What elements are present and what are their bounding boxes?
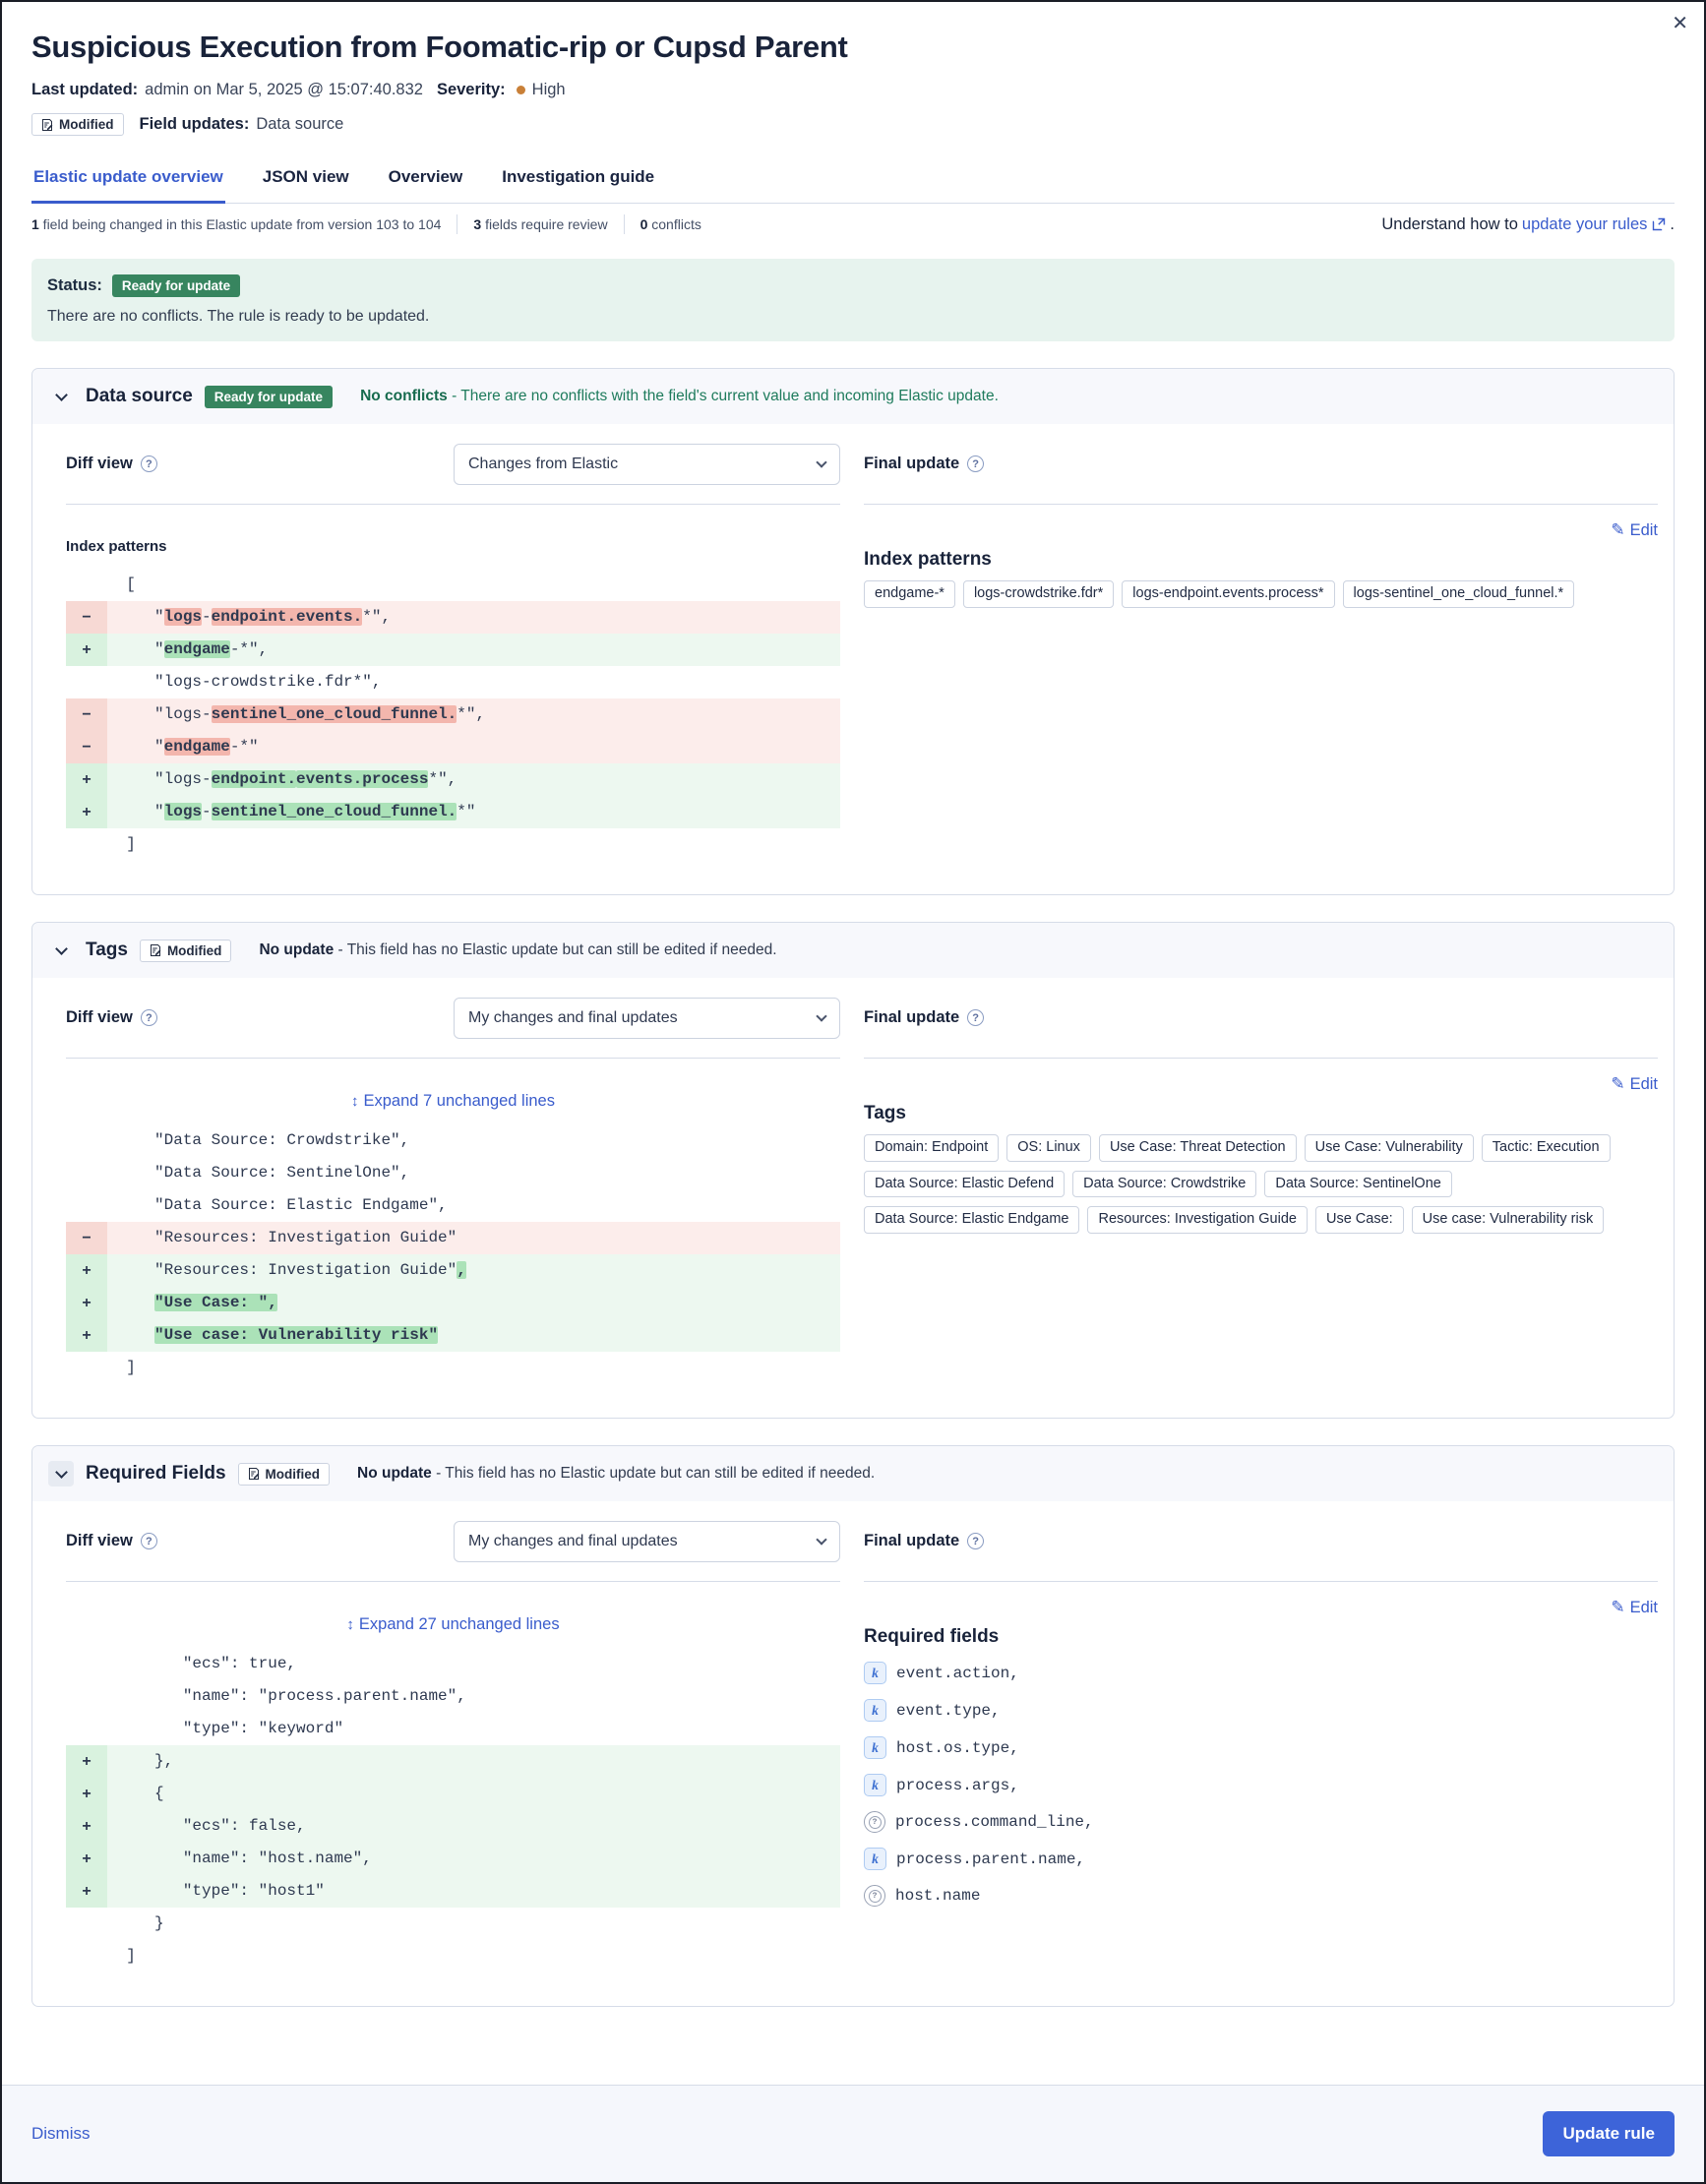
diff-line-text bbox=[107, 1124, 840, 1157]
diff-view-select-value: Changes from Elastic bbox=[468, 455, 619, 472]
diff-line bbox=[66, 1713, 840, 1745]
diff-text: -*", bbox=[229, 640, 269, 658]
diff-text: { bbox=[107, 1785, 164, 1802]
section-status bbox=[259, 941, 776, 959]
required-field-name: host.name bbox=[895, 1887, 981, 1905]
tab-investigation-guide[interactable]: Investigation guide bbox=[502, 167, 655, 186]
pencil-icon: ✎ bbox=[1611, 1598, 1625, 1616]
help-icon[interactable]: ? bbox=[141, 455, 157, 472]
diff-text: "logs- bbox=[107, 770, 212, 788]
value-badge: Tactic: Execution bbox=[1482, 1134, 1611, 1162]
value-badge: endgame-* bbox=[864, 580, 955, 608]
diff-line-text bbox=[107, 1680, 840, 1713]
meta-row bbox=[31, 81, 1675, 99]
keyword-token-icon: k bbox=[864, 1736, 886, 1759]
diff-line-text bbox=[107, 666, 840, 698]
diff-text: *", bbox=[428, 770, 457, 788]
diff-line bbox=[66, 1810, 840, 1843]
section-status-bold: No conflicts bbox=[360, 388, 448, 404]
diff-text: ] bbox=[107, 1359, 136, 1376]
expand-icon: ↕ bbox=[351, 1093, 359, 1110]
diff-gutter: + bbox=[66, 1843, 107, 1875]
final-update-label: Final update bbox=[864, 1532, 960, 1549]
diff-text: " bbox=[107, 608, 164, 626]
diff-text: "type": "keyword" bbox=[107, 1720, 344, 1737]
dismiss-link[interactable]: Dismiss bbox=[31, 2124, 91, 2143]
diff-view-label: Diff view bbox=[66, 455, 133, 472]
diff-column-header bbox=[66, 424, 840, 505]
diff-line-text bbox=[107, 828, 840, 861]
update-rule-button[interactable]: Update rule bbox=[1543, 2111, 1675, 2156]
diff-text: "Resources: Investigation Guide" bbox=[107, 1229, 457, 1246]
edit-label: Edit bbox=[1629, 1074, 1658, 1093]
last-updated-value: admin on Mar 5, 2025 @ 15:07:40.832 bbox=[145, 81, 423, 98]
diff-line-text bbox=[107, 1810, 840, 1843]
summary-segment: 0 conflicts bbox=[640, 216, 701, 232]
required-field-item bbox=[864, 1811, 1658, 1833]
section-header bbox=[32, 923, 1674, 978]
diff-line bbox=[66, 1254, 840, 1287]
section-required-fields bbox=[31, 1445, 1675, 2007]
diff-line-text bbox=[107, 1319, 840, 1352]
section-title: Data source bbox=[86, 386, 193, 406]
diff-line-text bbox=[107, 601, 840, 634]
unknown-token-icon: ? bbox=[864, 1885, 885, 1907]
diff-word-highlight: endgame bbox=[163, 640, 230, 658]
value-badge: Data Source: Crowdstrike bbox=[1072, 1171, 1256, 1198]
diff-gutter: − bbox=[66, 1222, 107, 1254]
value-badge: OS: Linux bbox=[1006, 1134, 1091, 1162]
diff-line-text bbox=[107, 1843, 840, 1875]
diff-code-block bbox=[66, 1124, 840, 1384]
diff-column bbox=[48, 978, 840, 1384]
diff-gutter: − bbox=[66, 731, 107, 763]
modified-badge bbox=[31, 113, 124, 136]
diff-line bbox=[66, 763, 840, 796]
diff-text: } bbox=[107, 1914, 164, 1932]
required-field-name: event.type, bbox=[896, 1701, 1001, 1720]
diff-text: }, bbox=[107, 1752, 174, 1770]
diff-line bbox=[66, 1352, 840, 1384]
section-body bbox=[32, 1501, 1674, 2006]
diff-line-text bbox=[107, 1875, 840, 1908]
final-update-column bbox=[864, 978, 1658, 1384]
section-status bbox=[360, 388, 999, 405]
diff-line bbox=[66, 698, 840, 731]
diff-gutter bbox=[66, 1648, 107, 1680]
diff-text: " bbox=[107, 640, 164, 658]
diff-line-text bbox=[107, 763, 840, 796]
final-update-header bbox=[864, 1501, 1658, 1582]
diff-gutter: − bbox=[66, 698, 107, 731]
diff-line bbox=[66, 1908, 840, 1940]
diff-gutter bbox=[66, 1124, 107, 1157]
diff-line bbox=[66, 569, 840, 601]
section-status-bold: No update bbox=[259, 941, 335, 958]
diff-text: - bbox=[202, 803, 212, 820]
diff-line-text bbox=[107, 1745, 840, 1778]
expand-label: Expand 7 unchanged lines bbox=[363, 1092, 555, 1110]
section-title: Required Fields bbox=[86, 1463, 226, 1484]
diff-line bbox=[66, 1157, 840, 1189]
section-tags bbox=[31, 922, 1675, 1419]
diff-line bbox=[66, 1287, 840, 1319]
diff-word-highlight: sentinel_one_cloud_funnel. bbox=[211, 705, 457, 723]
diff-line-text bbox=[107, 796, 840, 828]
expand-row bbox=[66, 1092, 840, 1111]
severity-dot-icon bbox=[517, 86, 525, 94]
required-field-name: host.os.type, bbox=[896, 1738, 1019, 1757]
summary-help bbox=[1381, 215, 1675, 234]
modified-icon bbox=[150, 944, 161, 956]
summary-segment: 1 field being changed in this Elastic update from version 103 to 104 bbox=[31, 214, 457, 234]
required-field-name: process.command_line, bbox=[895, 1813, 1094, 1831]
page-title: Suspicious Execution from Foomatic-rip or Cupsd Parent bbox=[31, 30, 848, 64]
diff-text: "name": "process.parent.name", bbox=[107, 1687, 466, 1705]
final-update-label: Final update bbox=[864, 1008, 960, 1026]
section-chevron-wrap[interactable] bbox=[48, 384, 74, 409]
diff-text: *", bbox=[362, 608, 392, 626]
value-badge: Use Case: Threat Detection bbox=[1099, 1134, 1297, 1162]
diff-text: -*" bbox=[229, 738, 259, 756]
diff-text: "ecs": true, bbox=[107, 1655, 297, 1672]
help-icon[interactable]: ? bbox=[141, 1009, 157, 1026]
tab-overview[interactable]: Overview bbox=[388, 167, 463, 186]
diff-view-select[interactable] bbox=[454, 998, 840, 1039]
diff-view-label: Diff view bbox=[66, 1532, 133, 1549]
final-badges bbox=[864, 1134, 1658, 1234]
pencil-icon: ✎ bbox=[1611, 1074, 1625, 1093]
keyword-token-icon: k bbox=[864, 1662, 886, 1684]
diff-text: - bbox=[202, 608, 212, 626]
section-title: Tags bbox=[86, 940, 128, 960]
diff-word-highlight: endpoint.events. bbox=[211, 608, 363, 626]
keyword-token-icon: k bbox=[864, 1699, 886, 1722]
diff-word-highlight: "Use case: Vulnerability risk" bbox=[154, 1326, 439, 1344]
value-badge: logs-sentinel_one_cloud_funnel.* bbox=[1343, 580, 1575, 608]
summary-bar bbox=[31, 204, 1675, 245]
value-badge: Data Source: Elastic Endgame bbox=[864, 1206, 1079, 1234]
section-status-rest: - This field has no Elastic update but can still be edited if needed. bbox=[334, 941, 777, 958]
help-icon[interactable]: ? bbox=[141, 1533, 157, 1549]
section-modified-badge bbox=[238, 1463, 331, 1486]
help-prefix: Understand how to bbox=[1381, 214, 1518, 233]
diff-text: "Resources: Investigation Guide" bbox=[107, 1261, 457, 1279]
diff-gutter bbox=[66, 1713, 107, 1745]
diff-line-text bbox=[107, 1352, 840, 1384]
diff-gutter: + bbox=[66, 1810, 107, 1843]
diff-gutter bbox=[66, 666, 107, 698]
diff-column-header bbox=[66, 978, 840, 1059]
diff-line-text bbox=[107, 1189, 840, 1222]
expand-icon: ↕ bbox=[346, 1616, 354, 1633]
summary-count: 1 bbox=[31, 216, 39, 232]
section-modified-badge-label: Modified bbox=[265, 1466, 321, 1482]
chevron-down-icon bbox=[55, 1466, 68, 1479]
diff-line bbox=[66, 1124, 840, 1157]
diff-line bbox=[66, 1189, 840, 1222]
diff-line-text bbox=[107, 731, 840, 763]
help-icon[interactable]: ? bbox=[967, 1009, 984, 1026]
final-update-header bbox=[864, 978, 1658, 1059]
section-chevron-wrap[interactable] bbox=[48, 938, 74, 963]
last-updated-label: Last updated: bbox=[31, 81, 139, 98]
status-message: There are no conflicts. The rule is ready to be updated. bbox=[47, 308, 430, 325]
required-field-name: process.parent.name, bbox=[896, 1850, 1086, 1868]
diff-text: *", bbox=[457, 705, 486, 723]
chevron-down-icon bbox=[816, 1534, 826, 1545]
diff-text: [ bbox=[107, 576, 136, 593]
diff-line-text bbox=[107, 569, 840, 601]
diff-line-text bbox=[107, 1713, 840, 1745]
chevron-down-icon bbox=[55, 942, 68, 955]
required-field-name: event.action, bbox=[896, 1664, 1019, 1682]
diff-gutter: + bbox=[66, 1778, 107, 1810]
final-heading: Tags bbox=[864, 1103, 906, 1123]
diff-line bbox=[66, 1843, 840, 1875]
diff-line-text bbox=[107, 1648, 840, 1680]
diff-column bbox=[48, 1501, 840, 1972]
diff-gutter bbox=[66, 1189, 107, 1222]
diff-text: "ecs": false, bbox=[107, 1817, 306, 1835]
diff-gutter bbox=[66, 828, 107, 861]
flyout-header bbox=[2, 2, 1704, 2007]
section-header bbox=[32, 1446, 1674, 1501]
help-icon[interactable]: ? bbox=[967, 1533, 984, 1549]
expand-unchanged-link[interactable] bbox=[346, 1615, 559, 1634]
field-updates-label: Field updates: bbox=[139, 115, 250, 133]
severity-value: High bbox=[531, 81, 566, 98]
modified-icon bbox=[248, 1468, 260, 1480]
diff-gutter bbox=[66, 1680, 107, 1713]
edit-button[interactable] bbox=[1611, 1598, 1658, 1617]
diff-gutter: + bbox=[66, 1254, 107, 1287]
diff-line bbox=[66, 601, 840, 634]
diff-line bbox=[66, 1778, 840, 1810]
value-badge: Domain: Endpoint bbox=[864, 1134, 999, 1162]
diff-line bbox=[66, 1648, 840, 1680]
modified-badge-label: Modified bbox=[59, 117, 114, 132]
diff-line-text bbox=[107, 1908, 840, 1940]
tabs bbox=[31, 161, 1675, 204]
edit-label: Edit bbox=[1629, 1598, 1658, 1616]
diff-gutter: + bbox=[66, 1287, 107, 1319]
section-modified-badge bbox=[140, 940, 232, 962]
value-badge: Data Source: Elastic Defend bbox=[864, 1171, 1065, 1198]
diff-gutter: + bbox=[66, 1875, 107, 1908]
required-field-item bbox=[864, 1736, 1658, 1759]
keyword-token-icon: k bbox=[864, 1774, 886, 1796]
final-update-column bbox=[864, 424, 1658, 861]
section-chevron-wrap[interactable] bbox=[48, 1461, 74, 1486]
modified-icon bbox=[41, 119, 53, 131]
diff-text: ] bbox=[107, 835, 136, 853]
diff-line bbox=[66, 1680, 840, 1713]
final-update-label: Final update bbox=[864, 455, 960, 472]
required-field-item bbox=[864, 1848, 1658, 1870]
status-badge: Ready for update bbox=[112, 274, 240, 297]
summary-count: 0 bbox=[640, 216, 648, 232]
diff-column-header bbox=[66, 1501, 840, 1582]
external-link-icon bbox=[1652, 217, 1666, 231]
diff-word-highlight: "Use Case: ", bbox=[154, 1294, 277, 1311]
diff-line bbox=[66, 666, 840, 698]
diff-view-select-value: My changes and final updates bbox=[468, 1008, 678, 1026]
diff-view-select[interactable] bbox=[454, 444, 840, 485]
diff-word-highlight: endgame bbox=[163, 738, 230, 756]
section-status-bold: No update bbox=[357, 1465, 432, 1482]
diff-pre-label: Index patterns bbox=[66, 538, 167, 555]
diff-text: "Data Source: Crowdstrike", bbox=[107, 1131, 410, 1149]
final-tokens bbox=[864, 1662, 1658, 1907]
unknown-token-icon: ? bbox=[864, 1811, 885, 1833]
diff-line bbox=[66, 828, 840, 861]
help-icon[interactable]: ? bbox=[967, 455, 984, 472]
diff-view-select[interactable] bbox=[454, 1521, 840, 1562]
diff-line bbox=[66, 1875, 840, 1908]
diff-line-text bbox=[107, 1157, 840, 1189]
diff-line-text bbox=[107, 1222, 840, 1254]
diff-word-highlight: logs bbox=[163, 608, 203, 626]
expand-unchanged-link[interactable] bbox=[351, 1092, 555, 1111]
diff-line-text bbox=[107, 1287, 840, 1319]
tab-elastic-update-overview[interactable]: Elastic update overview bbox=[31, 161, 225, 204]
edit-button[interactable] bbox=[1611, 1074, 1658, 1094]
badge-row bbox=[31, 113, 1675, 136]
section-header bbox=[32, 369, 1674, 424]
edit-button[interactable] bbox=[1611, 520, 1658, 540]
diff-gutter: + bbox=[66, 796, 107, 828]
diff-line-text bbox=[107, 1778, 840, 1810]
diff-gutter bbox=[66, 569, 107, 601]
diff-gutter: − bbox=[66, 601, 107, 634]
diff-view-label: Diff view bbox=[66, 1008, 133, 1026]
footer bbox=[2, 2085, 1704, 2182]
diff-line bbox=[66, 1745, 840, 1778]
required-field-item bbox=[864, 1662, 1658, 1684]
diff-code-block bbox=[66, 569, 840, 861]
required-field-item bbox=[864, 1885, 1658, 1907]
required-field-item bbox=[864, 1774, 1658, 1796]
section-status-rest: - There are no conflicts with the field's current value and incoming Elastic update. bbox=[447, 388, 999, 404]
diff-view-select-value: My changes and final updates bbox=[468, 1532, 678, 1549]
diff-text bbox=[107, 1294, 154, 1311]
diff-line bbox=[66, 634, 840, 666]
chevron-down-icon bbox=[816, 456, 826, 467]
diff-text: ] bbox=[107, 1947, 136, 1965]
final-update-header bbox=[864, 424, 1658, 505]
section-status-badge: Ready for update bbox=[205, 386, 333, 408]
chevron-down-icon bbox=[816, 1010, 826, 1021]
section-status-rest: - This field has no Elastic update but can still be edited if needed. bbox=[431, 1465, 876, 1482]
help-suffix: . bbox=[1670, 214, 1675, 233]
summary-count: 3 bbox=[473, 216, 482, 232]
diff-line-text bbox=[107, 1254, 840, 1287]
field-updates-value: Data source bbox=[256, 115, 344, 133]
diff-gutter: + bbox=[66, 1745, 107, 1778]
required-field-name: process.args, bbox=[896, 1776, 1019, 1794]
final-badges bbox=[864, 580, 1658, 608]
diff-column bbox=[48, 424, 840, 861]
value-badge: Resources: Investigation Guide bbox=[1087, 1206, 1308, 1234]
close-icon[interactable]: ✕ bbox=[1672, 13, 1688, 34]
status-label: Status: bbox=[47, 276, 102, 294]
value-badge: logs-crowdstrike.fdr* bbox=[963, 580, 1114, 608]
pencil-icon: ✎ bbox=[1611, 520, 1625, 539]
summary-segment: 3 fields require review bbox=[457, 214, 624, 234]
section-body bbox=[32, 978, 1674, 1418]
section-data-source bbox=[31, 368, 1675, 895]
diff-gutter: + bbox=[66, 634, 107, 666]
diff-word-highlight: sentinel_one_cloud_funnel. bbox=[211, 803, 457, 820]
edit-label: Edit bbox=[1629, 520, 1658, 539]
diff-text bbox=[107, 1326, 154, 1344]
required-field-item bbox=[864, 1699, 1658, 1722]
final-update-column bbox=[864, 1501, 1658, 1972]
diff-text: *" bbox=[457, 803, 476, 820]
diff-text: " bbox=[107, 803, 164, 820]
expand-row bbox=[66, 1615, 840, 1634]
section-modified-badge-label: Modified bbox=[166, 942, 222, 958]
diff-word-highlight: endpoint. bbox=[211, 770, 297, 788]
diff-line bbox=[66, 1940, 840, 1972]
diff-line bbox=[66, 796, 840, 828]
diff-code-block bbox=[66, 1648, 840, 1972]
value-badge: Data Source: SentinelOne bbox=[1264, 1171, 1451, 1198]
update-rules-link[interactable]: update your rules bbox=[1522, 215, 1667, 234]
diff-gutter bbox=[66, 1157, 107, 1189]
diff-line-text bbox=[107, 1940, 840, 1972]
chevron-down-icon bbox=[55, 389, 68, 401]
diff-line-text bbox=[107, 634, 840, 666]
section-status bbox=[357, 1465, 875, 1483]
diff-gutter: + bbox=[66, 763, 107, 796]
diff-word-highlight: , bbox=[457, 1261, 466, 1279]
diff-text: "Data Source: Elastic Endgame", bbox=[107, 1196, 448, 1214]
diff-gutter bbox=[66, 1352, 107, 1384]
section-body bbox=[32, 424, 1674, 894]
diff-line-text bbox=[107, 698, 840, 731]
value-badge: logs-endpoint.events.process* bbox=[1122, 580, 1334, 608]
value-badge: Use Case: Vulnerability bbox=[1305, 1134, 1474, 1162]
diff-gutter bbox=[66, 1908, 107, 1940]
diff-gutter: + bbox=[66, 1319, 107, 1352]
diff-text: "name": "host.name", bbox=[107, 1850, 372, 1867]
diff-line bbox=[66, 731, 840, 763]
value-badge: Use Case: bbox=[1315, 1206, 1404, 1234]
diff-line bbox=[66, 1222, 840, 1254]
status-panel bbox=[31, 259, 1675, 341]
final-heading: Index patterns bbox=[864, 549, 992, 570]
diff-text: "logs-crowdstrike.fdr*", bbox=[107, 673, 382, 691]
diff-word-highlight: logs bbox=[163, 803, 203, 820]
tab-json-view[interactable]: JSON view bbox=[262, 167, 349, 186]
expand-label: Expand 27 unchanged lines bbox=[358, 1615, 560, 1633]
keyword-token-icon: k bbox=[864, 1848, 886, 1870]
diff-gutter bbox=[66, 1940, 107, 1972]
diff-word-highlight: events.process bbox=[296, 770, 429, 788]
diff-text: "type": "host1" bbox=[107, 1882, 325, 1900]
severity-label: Severity: bbox=[436, 81, 506, 98]
diff-text: " bbox=[107, 738, 164, 756]
diff-text: "logs- bbox=[107, 705, 212, 723]
diff-text: "Data Source: SentinelOne", bbox=[107, 1164, 410, 1182]
diff-line bbox=[66, 1319, 840, 1352]
final-heading: Required fields bbox=[864, 1626, 1000, 1647]
value-badge: Use case: Vulnerability risk bbox=[1412, 1206, 1605, 1234]
